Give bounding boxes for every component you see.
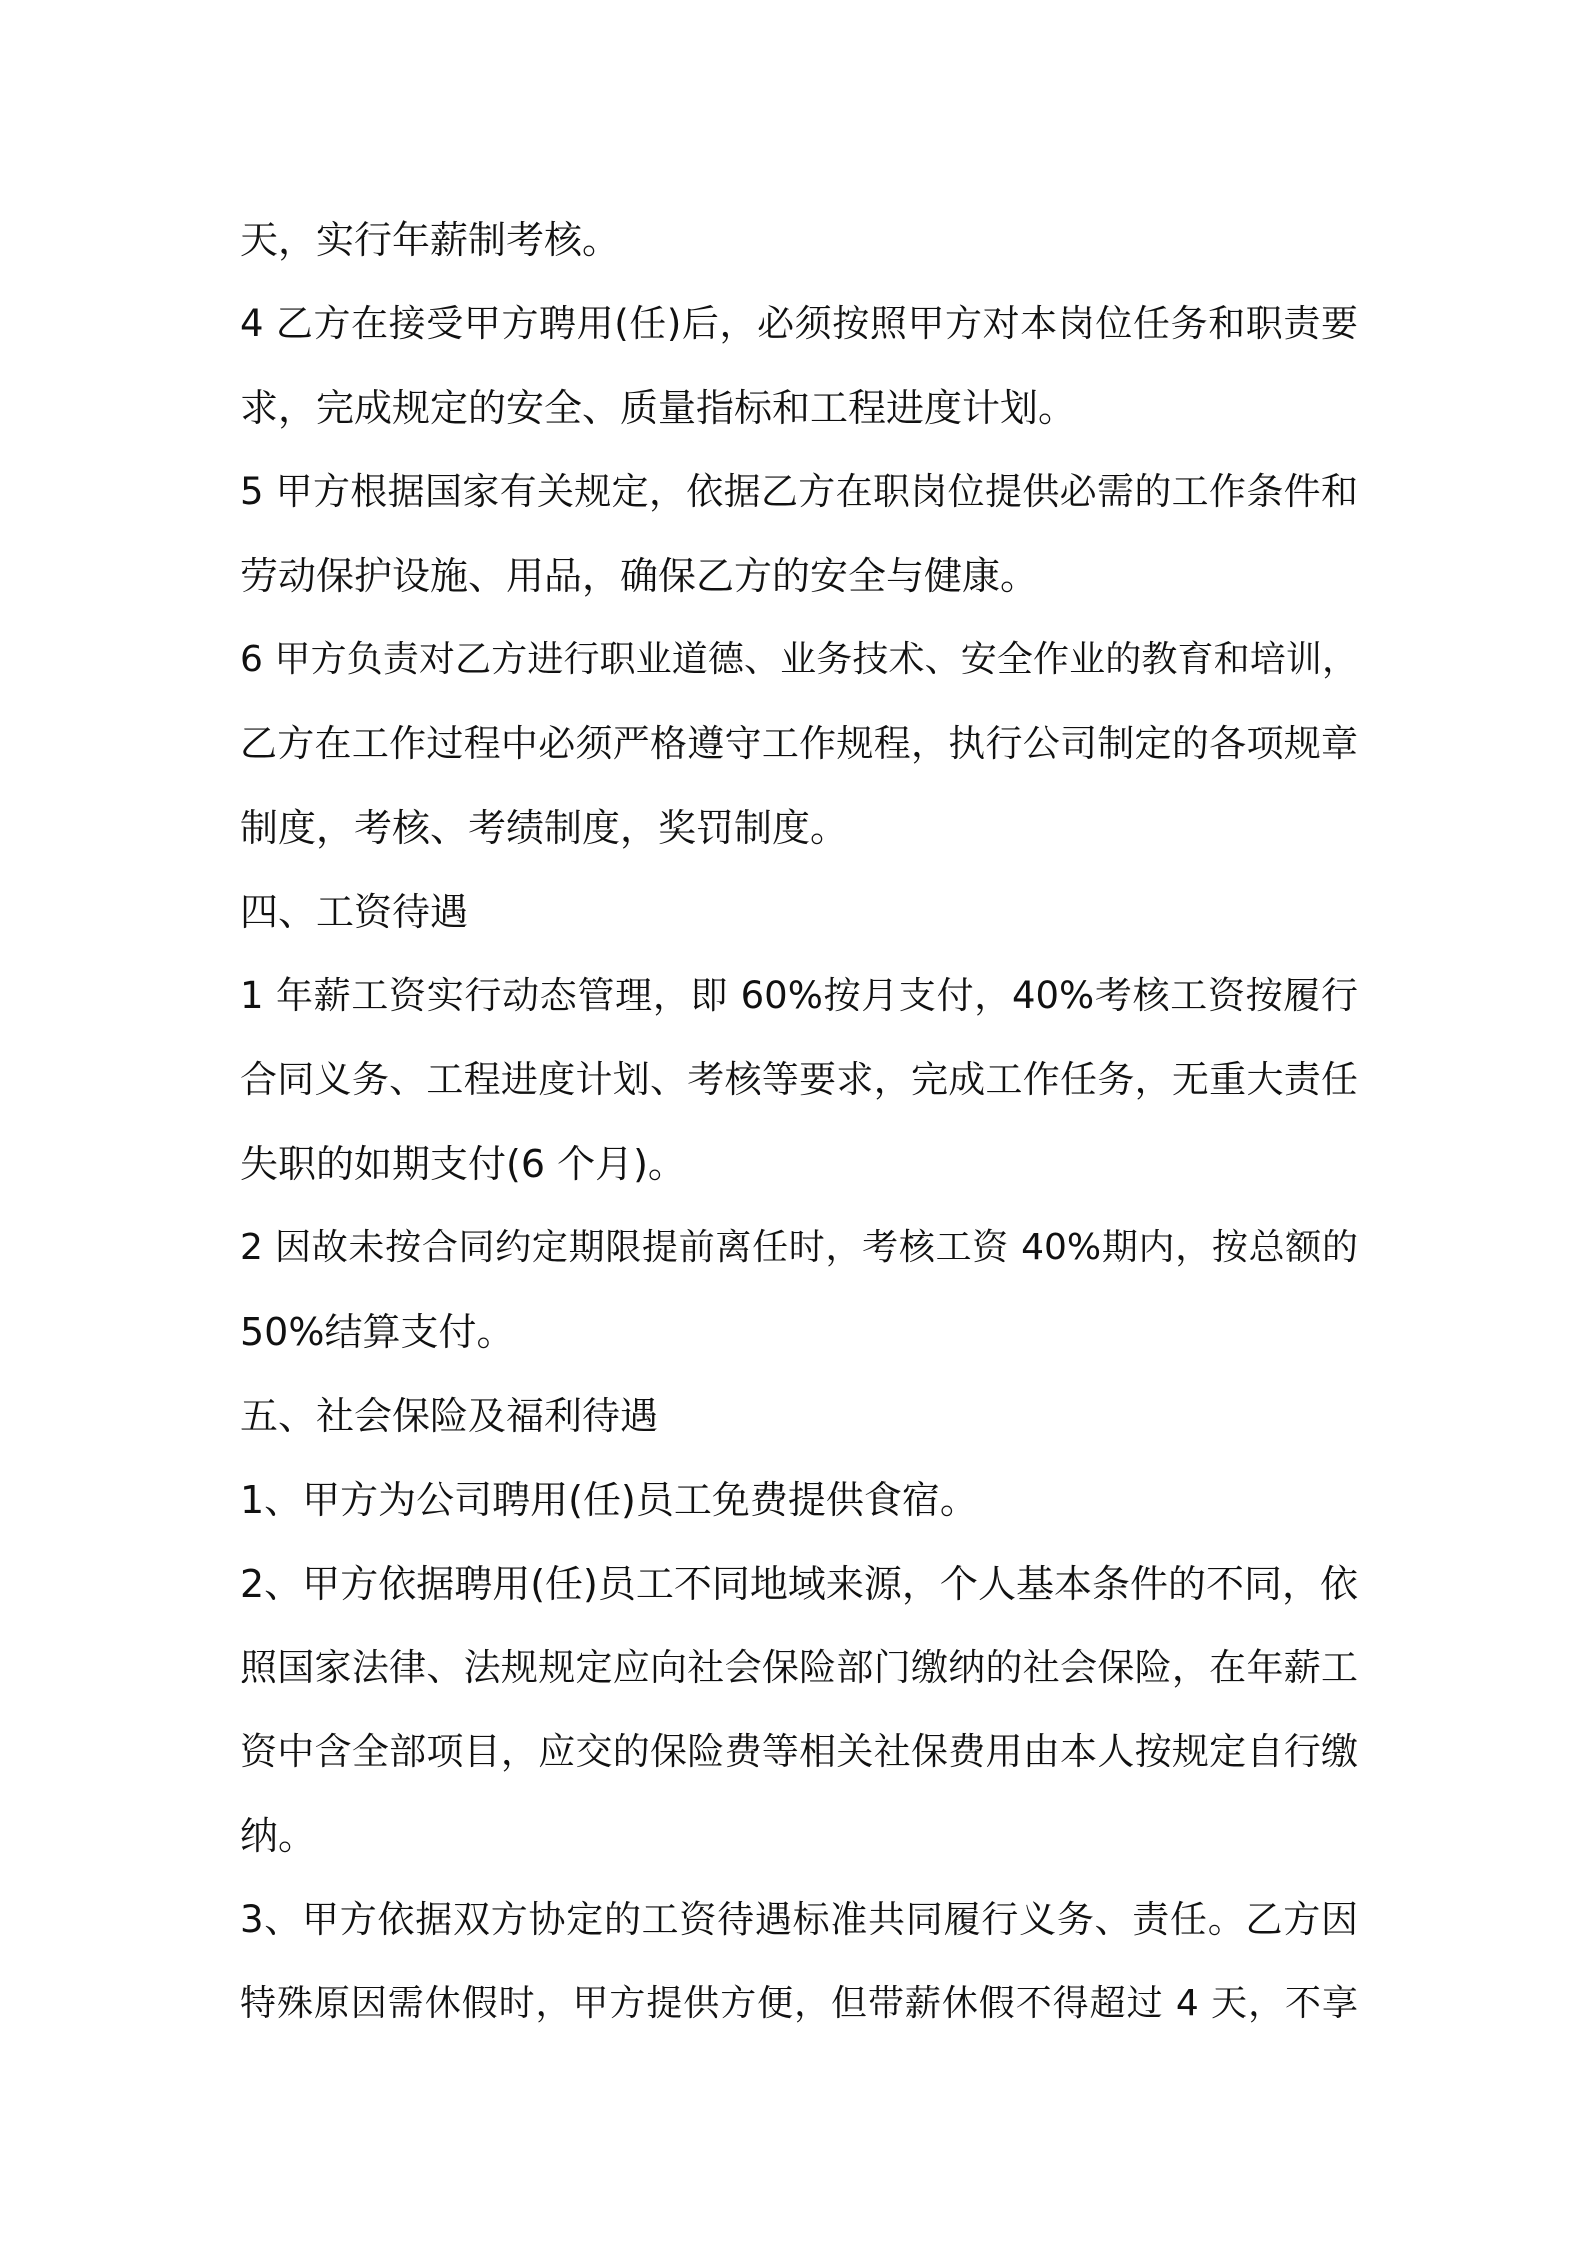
text-line: 失职的如期支付(6 个月)。	[240, 1142, 686, 1186]
text-line: 1 年薪工资实行动态管理，即 60%按月支付，40%考核工资按履行	[240, 974, 1358, 1017]
text-line: 制度，考核、考绩制度，奖罚制度。	[240, 806, 849, 850]
document-body	[240, 198, 1358, 2046]
text-line: 2 因故未按合同约定期限提前离任时，考核工资 40%期内，按总额的	[240, 1227, 1358, 1268]
text-line: 6 甲方负责对乙方进行职业道德、业务技术、安全作业的教育和培训，	[240, 639, 1358, 680]
text-line: 2、甲方依据聘用(任)员工不同地域来源，个人基本条件的不同，依	[240, 1562, 1358, 1606]
text-line: 3、甲方依据双方协定的工资待遇标准共同履行义务、责任。乙方因	[240, 1898, 1358, 1941]
text-line: 特殊原因需休假时，甲方提供方便，但带薪休假不得超过 4 天，不享	[240, 1983, 1358, 2024]
text-line: 50%结算支付。	[240, 1310, 515, 1354]
text-line: 五、社会保险及福利待遇	[240, 1394, 659, 1438]
text-line: 四、工资待遇	[240, 890, 469, 934]
text-line: 劳动保护设施、用品，确保乙方的安全与健康。	[240, 554, 1039, 598]
text-line: 乙方在工作过程中必须严格遵守工作规程，执行公司制定的各项规章	[240, 722, 1358, 765]
text-line: 求，完成规定的安全、质量指标和工程进度计划。	[240, 386, 1077, 430]
text-line: 天，实行年薪制考核。	[240, 218, 621, 262]
text-line: 合同义务、工程进度计划、考核等要求，完成工作任务，无重大责任	[240, 1058, 1358, 1101]
text-line: 资中含全部项目，应交的保险费等相关社保费用由本人按规定自行缴	[240, 1730, 1358, 1773]
text-line: 照国家法律、法规规定应向社会保险部门缴纳的社会保险，在年薪工	[240, 1646, 1358, 1689]
text-line: 4 乙方在接受甲方聘用(任)后，必须按照甲方对本岗位任务和职责要	[240, 302, 1358, 345]
text-line: 5 甲方根据国家有关规定，依据乙方在职岗位提供必需的工作条件和	[240, 470, 1358, 513]
text-line: 纳。	[240, 1814, 317, 1858]
text-line: 1、甲方为公司聘用(任)员工免费提供食宿。	[240, 1478, 978, 1522]
